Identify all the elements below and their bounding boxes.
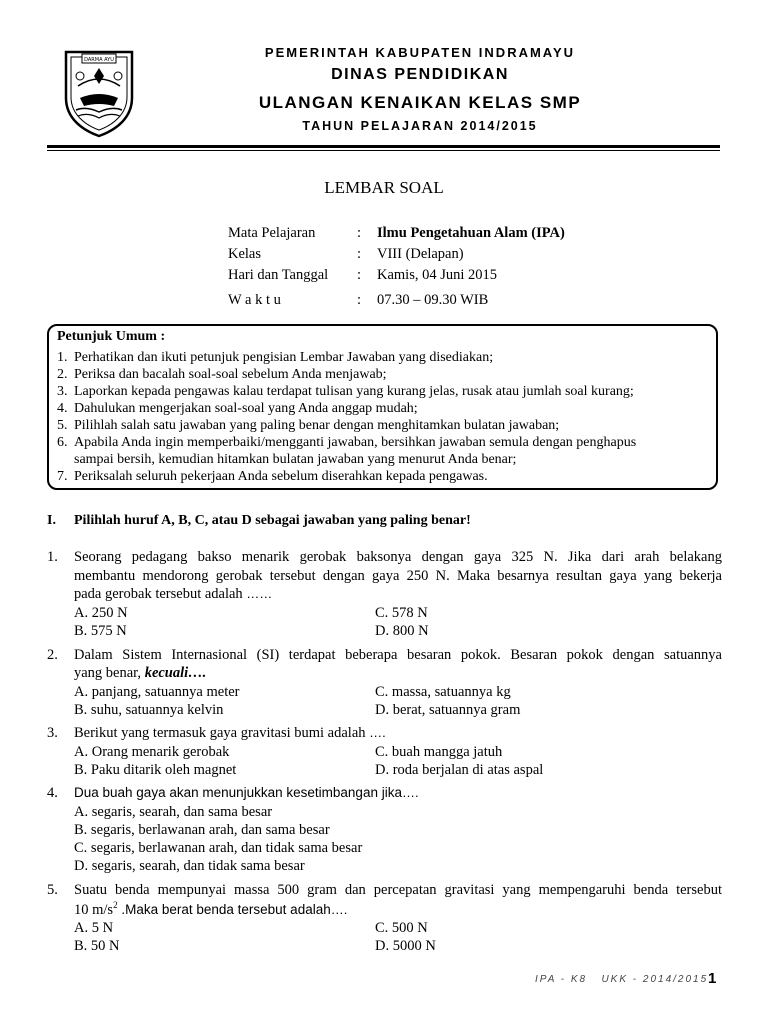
answer-dots: ….	[330, 901, 348, 917]
question-number: 5.	[47, 882, 58, 898]
answer-option: A. 250 N	[74, 605, 128, 621]
question-text: pada gerobak tersebut adalah	[74, 586, 243, 602]
question-text: Berikut yang termasuk gaya gravitasi bumi adalah	[74, 725, 366, 741]
info-value-class: VIII (Delapan)	[377, 246, 464, 262]
instruction-text: Perhatikan dan ikuti petunjuk pengisian Lembar Jawaban yang disediakan;	[74, 350, 494, 365]
info-colon: :	[357, 246, 362, 262]
question-text: 10 m/s	[74, 901, 114, 918]
answer-option: D. 5000 N	[375, 938, 436, 954]
header-department: DINAS PENDIDIKAN	[331, 66, 509, 83]
emblem-text: DARMA AYU	[84, 57, 114, 63]
header-government: PEMERINTAH KABUPATEN INDRAMAYU	[264, 45, 576, 60]
info-colon: :	[357, 267, 362, 283]
info-colon: :	[357, 225, 362, 241]
answer-option: B. segaris, berlawanan arah, dan sama besar	[74, 822, 330, 838]
question-text-last-line	[74, 665, 206, 682]
question-text: membantu mendorong gerobak tersebut dengan gaya 250 N. Maka besarnya resultan gaya yang bekerja	[74, 568, 722, 584]
instruction-text: Periksalah seluruh pekerjaan Anda sebelum diserahkan kepada pengawas.	[74, 469, 488, 484]
answer-option: B. suhu, satuannya kelvin	[74, 702, 224, 718]
answer-dots: ….	[365, 725, 386, 740]
answer-dots: ….	[401, 785, 419, 800]
info-label-subject: Mata Pelajaran	[228, 225, 316, 241]
answer-option: C. massa, satuannya kg	[375, 684, 511, 700]
instructions-title: Petunjuk Umum :	[57, 329, 166, 344]
header-rule-thick	[47, 145, 720, 148]
instruction-text: Dahulukan mengerjakan soal-soal yang Anda anggap mudah;	[74, 401, 418, 416]
question-text: Dalam Sistem Internasional (SI) terdapat beberapa besaran pokok. Besaran pokok dengan satuannya	[74, 647, 722, 663]
page-number: 1	[708, 970, 717, 987]
question-text-last-line	[74, 725, 386, 742]
answer-option: A. segaris, searah, dan sama besar	[74, 804, 273, 820]
question-text: Suatu benda mempunyai massa 500 gram dan percepatan gravitasi yang mempengaruhi benda tersebut	[74, 882, 722, 898]
answer-option: B. 575 N	[74, 623, 127, 639]
question-emphasis: kecuali….	[144, 665, 207, 681]
answer-option: C. 578 N	[375, 605, 428, 621]
question-text-last-line	[74, 586, 272, 603]
answer-option: D. berat, satuannya gram	[375, 702, 521, 718]
question-text-last-line	[74, 900, 347, 919]
answer-option: B. Paku ditarik oleh magnet	[74, 762, 237, 778]
instruction-text: Periksa dan bacalah soal-soal sebelum Anda menjawab;	[74, 367, 387, 382]
question-number: 1.	[47, 549, 58, 565]
header-rule-thin	[47, 150, 720, 151]
answer-option: C. buah mangga jatuh	[375, 744, 503, 760]
info-value-date: Kamis, 04 Juni 2015	[377, 267, 498, 283]
instruction-number: 7.	[57, 469, 68, 484]
answer-option: D. roda berjalan di atas aspal	[375, 762, 544, 778]
header-school-year: TAHUN PELAJARAN 2014/2015	[302, 119, 538, 133]
instruction-number: 1.	[57, 350, 68, 365]
page-title: LEMBAR SOAL	[324, 178, 444, 197]
answer-option: D. 800 N	[375, 623, 429, 639]
section-instruction: Pilihlah huruf A, B, C, atau D sebagai jawaban yang paling benar!	[74, 513, 471, 528]
instruction-number: 6.	[57, 435, 68, 450]
instruction-number: 4.	[57, 401, 68, 416]
instruction-text-continued: sampai bersih, kemudian hitamkan bulatan jawaban yang menurut Anda benar;	[74, 452, 517, 467]
info-value-subject: Ilmu Pengetahuan Alam (IPA)	[377, 225, 565, 241]
info-label-time: W a k t u	[228, 292, 281, 308]
question-text: Seorang pedagang bakso menarik gerobak baksonya dengan gaya 325 N. Jika dari arah belakang	[74, 549, 722, 565]
instruction-number: 2.	[57, 367, 68, 382]
section-number: I.	[47, 513, 56, 528]
answer-option: B. 50 N	[74, 938, 120, 954]
info-label-date: Hari dan Tanggal	[228, 267, 329, 283]
answer-option: A. Orang menarik gerobak	[74, 744, 230, 760]
answer-option: A. panjang, satuannya meter	[74, 684, 240, 700]
question-number: 4.	[47, 785, 58, 801]
answer-option: C. segaris, berlawanan arah, dan tidak sama besar	[74, 840, 363, 856]
info-colon: :	[357, 292, 362, 308]
answer-option: A. 5 N	[74, 920, 114, 936]
question-text: yang benar,	[74, 665, 145, 681]
question-text: Dua buah gaya akan menunjukkan kesetimbangan jika	[74, 785, 402, 800]
superscript: 2	[113, 900, 118, 910]
instruction-text: Apabila Anda ingin memperbaiki/mengganti jawaban, bersihkan jawaban semula dengan penghapus	[74, 435, 637, 450]
question-text-last-line	[74, 785, 419, 800]
info-label-class: Kelas	[228, 246, 262, 262]
question-text: .Maka berat benda tersebut adalah	[117, 901, 331, 917]
instruction-number: 5.	[57, 418, 68, 433]
question-number: 2.	[47, 647, 58, 663]
regency-emblem	[60, 46, 138, 138]
instruction-text: Laporkan kepada pengawas kalau terdapat tulisan yang kurang jelas, rusak atau jumlah soal kurang;	[74, 384, 634, 399]
header-exam-name: ULANGAN KENAIKAN KELAS SMP	[258, 93, 582, 112]
info-value-time: 07.30 – 09.30 WIB	[377, 292, 489, 308]
instruction-number: 3.	[57, 384, 68, 399]
instruction-text: Pilihlah salah satu jawaban yang paling benar dengan menghitamkan bulatan jawaban;	[74, 418, 560, 433]
answer-option: C. 500 N	[375, 920, 428, 936]
footer-label: IPA - K8 UKK - 2014/2015	[535, 974, 709, 985]
question-number: 3.	[47, 725, 58, 741]
answer-dots: ……	[242, 586, 273, 601]
answer-option: D. segaris, searah, dan tidak sama besar	[74, 858, 305, 874]
